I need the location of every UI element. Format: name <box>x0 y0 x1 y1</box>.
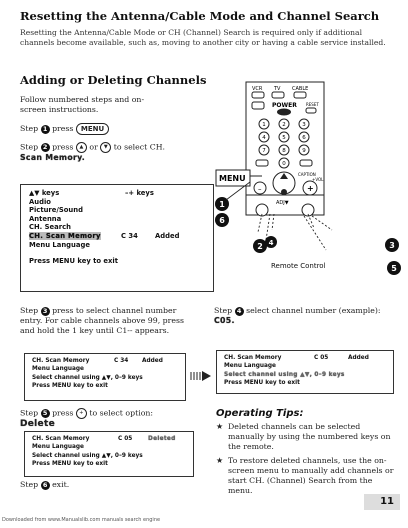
svg-text:+VOL: +VOL <box>312 177 324 182</box>
osd-delete: Delete <box>20 419 55 429</box>
highlighted-menu-item: CH. Scan Memory <box>29 231 101 240</box>
step-4: Step 4 select channel number (example): C05. <box>214 306 381 325</box>
callout-2: 2 <box>257 242 263 251</box>
osd-example-channel: C05. <box>214 316 235 325</box>
callout-5: 5 <box>391 264 397 273</box>
menu-key-label: MENU <box>76 123 109 135</box>
remote-label-vcr: VCR <box>252 86 263 92</box>
step-2: Step 2 press ▲ or ▼ to select CH. Scan Memory. <box>20 142 166 162</box>
svg-text:+: + <box>307 184 314 193</box>
svg-text:3: 3 <box>302 122 306 128</box>
osd-scan-memory: Scan Memory. <box>20 153 86 162</box>
svg-text:2: 2 <box>282 122 286 128</box>
step-1: Step 1 press MENU <box>20 123 109 135</box>
download-footer: Downloaded from www.Manualslib.com manuals search engine <box>2 517 161 523</box>
tip-1: ★ Deleted channels can be selected manually by using the numbered keys on the remote. <box>216 422 391 451</box>
remote-control-caption: Remote Control <box>271 262 326 270</box>
svg-text:ADJ▼: ADJ▼ <box>276 200 289 206</box>
step-number-3: 3 <box>41 307 50 316</box>
up-key-icon: ▲ <box>76 142 87 153</box>
svg-text:8: 8 <box>282 148 286 154</box>
svg-text:–: – <box>258 185 262 193</box>
step-6: Step 6 exit. <box>20 480 70 489</box>
callout-4: 4 <box>268 239 274 247</box>
step-number-2: 2 <box>41 143 50 152</box>
section-title: Adding or Deleting Channels <box>20 73 207 87</box>
page-number: 11 <box>364 494 400 510</box>
svg-text:6: 6 <box>302 135 306 141</box>
svg-text:RESET: RESET <box>306 102 319 107</box>
plus-key-icon: + <box>76 408 87 419</box>
step-5: Step 5 press + to select option: Delete <box>20 408 154 429</box>
follow-instructions: Follow numbered steps and on-screen instructions. <box>20 95 145 114</box>
intro-paragraph: Resetting the Antenna/Cable Mode or CH (Channel) Search is required only if additional channels become available, such as, moving to another city or having a cable service installed. <box>20 28 386 47</box>
svg-text:5: 5 <box>282 135 286 141</box>
arrow-right-icon <box>190 370 212 382</box>
svg-text:POWER: POWER <box>272 102 297 109</box>
step-3: Step 3 press to select channel number entry. For cable channels above 99, press and hold the 1 key until C1-- appears. <box>20 306 185 335</box>
star-bullet-icon: ★ <box>216 456 223 465</box>
svg-text:CAPTION: CAPTION <box>298 172 316 177</box>
svg-text:4: 4 <box>262 135 266 141</box>
menu-screen: ▲▼ keys –+ keys Audio Picture/Sound Antenna CH. Search CH. Scan Memory C 34 Added Menu Language Press MENU key to exit <box>20 184 214 292</box>
step-number-1: 1 <box>41 125 50 134</box>
star-bullet-icon: ★ <box>216 422 223 431</box>
down-key-icon: ▼ <box>100 142 111 153</box>
tips-title: Operating Tips: <box>216 408 304 419</box>
svg-text:1: 1 <box>262 122 266 128</box>
screen-channel-example: CH. Scan Memory C 05 Added Menu Language Select channel using ▲▼, 0–9 keys Press MENU key to exit <box>216 350 394 394</box>
callout-6: 6 <box>219 216 225 225</box>
tip-2: ★ To restore deleted channels, use the on-screen menu to manually add channels or start CH. (Channel) Search from the menu. <box>216 456 394 495</box>
callout-3: 3 <box>389 241 395 250</box>
remote-label-cable: CABLE <box>292 86 309 92</box>
callout-1: 1 <box>219 200 225 209</box>
svg-text:9: 9 <box>302 148 306 154</box>
svg-text:7: 7 <box>262 148 266 154</box>
page-title: Resetting the Antenna/Cable Mode and Channel Search <box>20 9 380 23</box>
screen-channel-deleted: CH. Scan Memory C 05 Deleted Menu Language Select channel using ▲▼, 0–9 keys Press MENU key to exit <box>24 431 194 477</box>
remote-menu-label: MENU <box>219 174 246 183</box>
svg-text:0: 0 <box>282 161 286 167</box>
remote-label-tv: TV <box>274 86 281 92</box>
step-number-4: 4 <box>235 307 244 316</box>
screen-channel-select: CH. Scan Memory C 34 Added Menu Language Select channel using ▲▼, 0–9 keys Press MENU key to exit <box>24 353 186 401</box>
step-number-5: 5 <box>41 409 50 418</box>
step-number-6: 6 <box>41 481 50 490</box>
